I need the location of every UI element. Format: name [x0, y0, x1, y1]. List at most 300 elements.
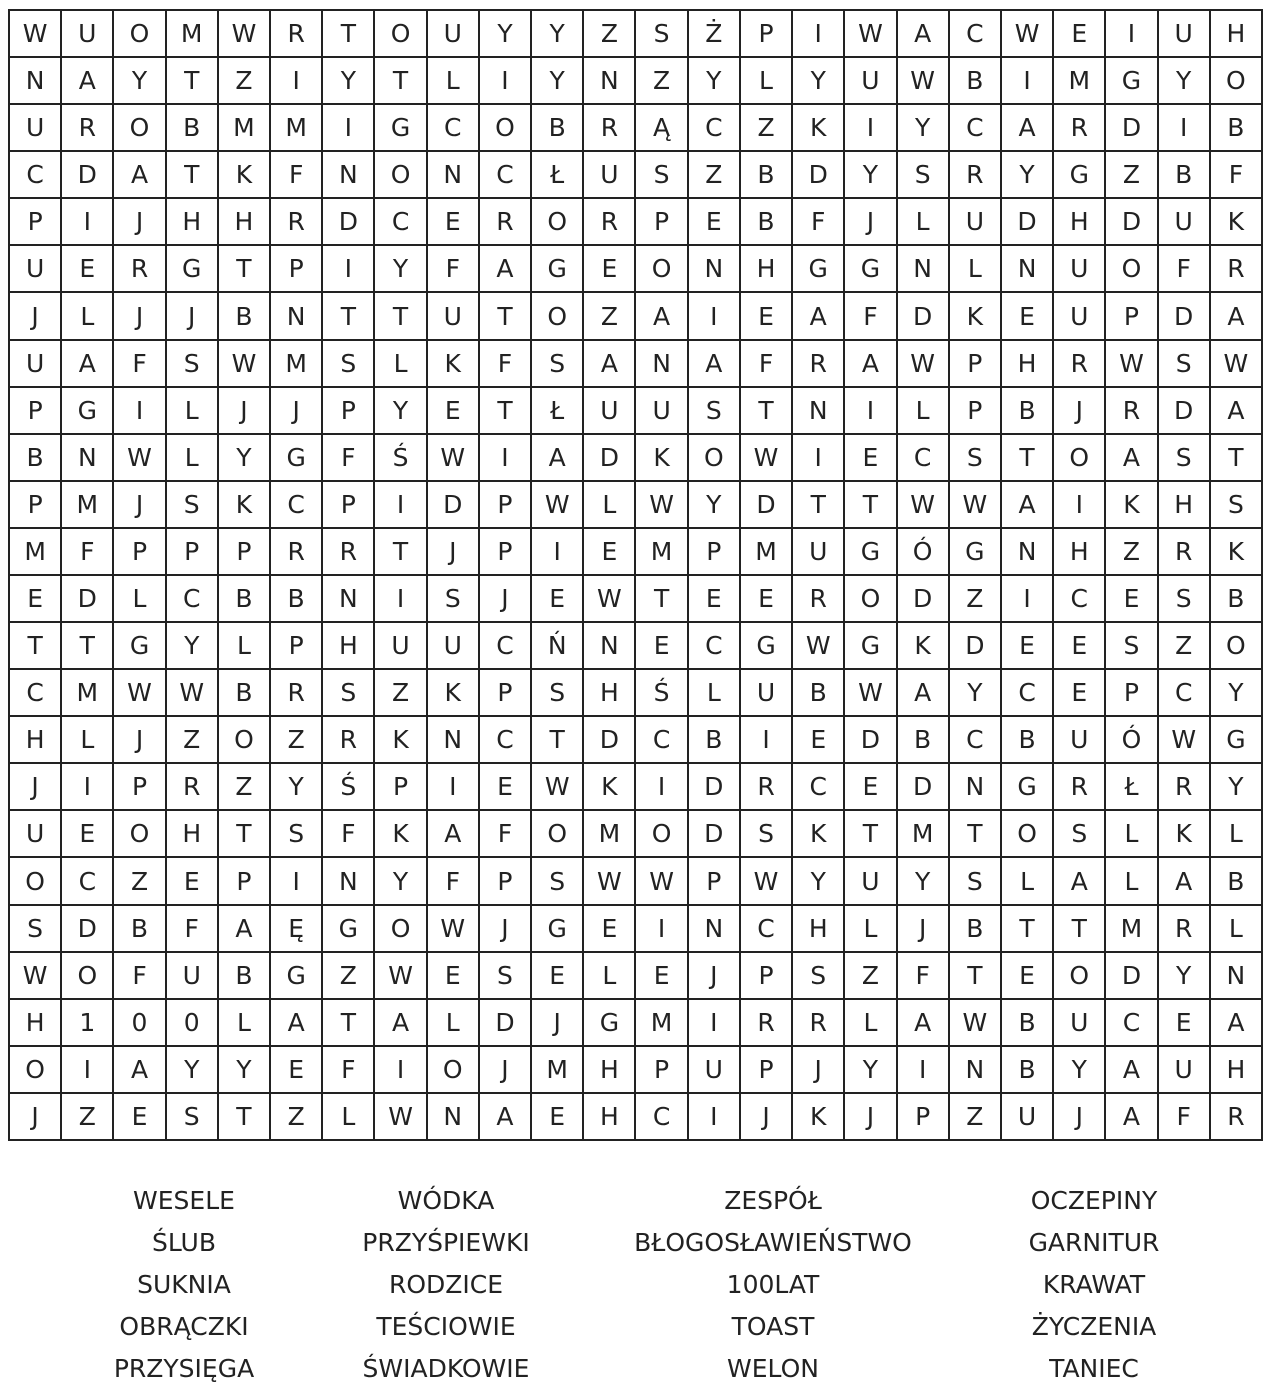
grid-cell[interactable]: K [1211, 199, 1263, 246]
grid-cell[interactable]: S [480, 953, 532, 1000]
grid-cell[interactable]: S [532, 670, 584, 717]
grid-cell[interactable]: S [1159, 576, 1211, 623]
grid-cell[interactable]: U [428, 623, 480, 670]
grid-cell[interactable]: J [480, 576, 532, 623]
grid-cell[interactable]: F [1159, 1094, 1211, 1141]
grid-cell[interactable]: C [1159, 670, 1211, 717]
grid-cell[interactable]: M [10, 529, 62, 576]
grid-cell[interactable]: E [532, 953, 584, 1000]
grid-cell[interactable]: O [1054, 435, 1106, 482]
grid-cell[interactable]: I [62, 764, 114, 811]
grid-cell[interactable]: I [845, 388, 897, 435]
grid-cell[interactable]: S [1211, 482, 1263, 529]
grid-cell[interactable]: H [219, 199, 271, 246]
grid-cell[interactable]: C [689, 623, 741, 670]
grid-cell[interactable]: B [167, 105, 219, 152]
grid-cell[interactable]: B [793, 670, 845, 717]
grid-cell[interactable]: K [793, 1094, 845, 1141]
grid-cell[interactable]: U [950, 199, 1002, 246]
grid-cell[interactable]: R [741, 1000, 793, 1047]
grid-cell[interactable]: I [62, 199, 114, 246]
grid-cell[interactable]: B [1211, 858, 1263, 905]
grid-cell[interactable]: W [898, 58, 950, 105]
grid-cell[interactable]: U [845, 58, 897, 105]
grid-cell[interactable]: H [1211, 1047, 1263, 1094]
grid-cell[interactable]: H [1054, 199, 1106, 246]
grid-cell[interactable]: S [1159, 341, 1211, 388]
grid-cell[interactable]: C [898, 435, 950, 482]
grid-cell[interactable]: U [375, 623, 427, 670]
grid-cell[interactable]: Y [167, 623, 219, 670]
grid-cell[interactable]: I [428, 764, 480, 811]
grid-cell[interactable]: P [689, 858, 741, 905]
grid-cell[interactable]: I [689, 293, 741, 340]
grid-cell[interactable]: P [375, 764, 427, 811]
grid-cell[interactable]: R [1159, 906, 1211, 953]
grid-cell[interactable]: R [950, 152, 1002, 199]
grid-cell[interactable]: P [114, 764, 166, 811]
grid-cell[interactable]: P [636, 199, 688, 246]
grid-cell[interactable]: Z [950, 576, 1002, 623]
grid-cell[interactable]: N [1002, 246, 1054, 293]
grid-cell[interactable]: J [845, 199, 897, 246]
grid-cell[interactable]: B [1211, 576, 1263, 623]
grid-cell[interactable]: S [532, 341, 584, 388]
grid-cell[interactable]: I [845, 105, 897, 152]
grid-cell[interactable]: Ł [532, 152, 584, 199]
grid-cell[interactable]: Y [898, 858, 950, 905]
grid-cell[interactable]: W [950, 482, 1002, 529]
grid-cell[interactable]: F [1211, 152, 1263, 199]
grid-cell[interactable]: K [1106, 482, 1158, 529]
grid-cell[interactable]: E [584, 529, 636, 576]
grid-cell[interactable]: G [271, 953, 323, 1000]
grid-cell[interactable]: F [793, 199, 845, 246]
grid-cell[interactable]: J [1054, 388, 1106, 435]
grid-cell[interactable]: A [1211, 388, 1263, 435]
grid-cell[interactable]: Y [271, 764, 323, 811]
grid-cell[interactable]: W [10, 953, 62, 1000]
grid-cell[interactable]: B [114, 906, 166, 953]
grid-cell[interactable]: I [375, 482, 427, 529]
grid-cell[interactable]: S [741, 811, 793, 858]
grid-cell[interactable]: F [114, 953, 166, 1000]
grid-cell[interactable]: D [584, 717, 636, 764]
grid-cell[interactable]: I [114, 388, 166, 435]
grid-cell[interactable]: Ę [271, 906, 323, 953]
grid-cell[interactable]: T [1002, 435, 1054, 482]
grid-cell[interactable]: S [1054, 811, 1106, 858]
grid-cell[interactable]: Ś [375, 435, 427, 482]
grid-cell[interactable]: K [219, 152, 271, 199]
grid-cell[interactable]: T [219, 811, 271, 858]
grid-cell[interactable]: R [741, 764, 793, 811]
grid-cell[interactable]: N [793, 388, 845, 435]
grid-cell[interactable]: K [428, 341, 480, 388]
grid-cell[interactable]: U [1054, 1000, 1106, 1047]
grid-cell[interactable]: T [950, 953, 1002, 1000]
grid-cell[interactable]: R [271, 11, 323, 58]
grid-cell[interactable]: P [898, 1094, 950, 1141]
grid-cell[interactable]: B [1002, 1000, 1054, 1047]
grid-cell[interactable]: N [62, 435, 114, 482]
grid-cell[interactable]: G [845, 529, 897, 576]
grid-cell[interactable]: P [741, 953, 793, 1000]
grid-cell[interactable]: E [10, 576, 62, 623]
grid-cell[interactable]: E [845, 435, 897, 482]
grid-cell[interactable]: 1 [62, 1000, 114, 1047]
grid-cell[interactable]: W [375, 953, 427, 1000]
grid-cell[interactable]: S [10, 906, 62, 953]
grid-cell[interactable]: L [62, 717, 114, 764]
grid-cell[interactable]: E [428, 388, 480, 435]
grid-cell[interactable]: B [532, 105, 584, 152]
grid-cell[interactable]: Ó [898, 529, 950, 576]
grid-cell[interactable]: L [689, 670, 741, 717]
grid-cell[interactable]: G [741, 623, 793, 670]
grid-cell[interactable]: N [584, 58, 636, 105]
grid-cell[interactable]: I [689, 1000, 741, 1047]
grid-cell[interactable]: Y [1054, 1047, 1106, 1094]
grid-cell[interactable]: T [62, 623, 114, 670]
grid-cell[interactable]: O [1054, 953, 1106, 1000]
grid-cell[interactable]: W [1211, 341, 1263, 388]
grid-cell[interactable]: W [845, 670, 897, 717]
grid-cell[interactable]: Z [950, 1094, 1002, 1141]
grid-cell[interactable]: T [323, 11, 375, 58]
grid-cell[interactable]: N [584, 623, 636, 670]
grid-cell[interactable]: O [480, 105, 532, 152]
grid-cell[interactable]: C [62, 858, 114, 905]
grid-cell[interactable]: I [480, 435, 532, 482]
grid-cell[interactable]: W [1159, 717, 1211, 764]
grid-cell[interactable]: D [62, 906, 114, 953]
grid-cell[interactable]: T [741, 388, 793, 435]
grid-cell[interactable]: T [1002, 906, 1054, 953]
grid-cell[interactable]: T [480, 293, 532, 340]
grid-cell[interactable]: I [636, 764, 688, 811]
grid-cell[interactable]: R [271, 199, 323, 246]
grid-cell[interactable]: O [114, 811, 166, 858]
grid-cell[interactable]: N [323, 152, 375, 199]
grid-cell[interactable]: W [114, 670, 166, 717]
grid-cell[interactable]: P [1106, 670, 1158, 717]
grid-cell[interactable]: K [636, 435, 688, 482]
grid-cell[interactable]: L [167, 435, 219, 482]
grid-cell[interactable]: E [845, 764, 897, 811]
grid-cell[interactable]: L [219, 623, 271, 670]
grid-cell[interactable]: N [689, 246, 741, 293]
grid-cell[interactable]: Ą [636, 105, 688, 152]
grid-cell[interactable]: Ł [1106, 764, 1158, 811]
grid-cell[interactable]: Z [114, 858, 166, 905]
grid-cell[interactable]: M [1106, 906, 1158, 953]
grid-cell[interactable]: S [271, 811, 323, 858]
grid-cell[interactable]: W [741, 435, 793, 482]
grid-cell[interactable]: D [689, 764, 741, 811]
grid-cell[interactable]: G [1106, 58, 1158, 105]
grid-cell[interactable]: J [428, 529, 480, 576]
grid-cell[interactable]: M [532, 1047, 584, 1094]
grid-cell[interactable]: W [532, 764, 584, 811]
grid-cell[interactable]: B [1002, 1047, 1054, 1094]
grid-cell[interactable]: C [950, 717, 1002, 764]
grid-cell[interactable]: R [114, 246, 166, 293]
grid-cell[interactable]: B [741, 152, 793, 199]
grid-cell[interactable]: T [845, 482, 897, 529]
grid-cell[interactable]: P [950, 341, 1002, 388]
grid-cell[interactable]: Y [219, 435, 271, 482]
grid-cell[interactable]: E [1002, 953, 1054, 1000]
grid-cell[interactable]: L [1106, 811, 1158, 858]
grid-cell[interactable]: G [1054, 152, 1106, 199]
grid-cell[interactable]: Z [62, 1094, 114, 1141]
grid-cell[interactable]: H [167, 811, 219, 858]
grid-cell[interactable]: U [636, 388, 688, 435]
grid-cell[interactable]: Z [323, 953, 375, 1000]
grid-cell[interactable]: K [793, 811, 845, 858]
grid-cell[interactable]: S [1106, 623, 1158, 670]
grid-cell[interactable]: R [1159, 529, 1211, 576]
grid-cell[interactable]: K [219, 482, 271, 529]
grid-cell[interactable]: A [271, 1000, 323, 1047]
grid-cell[interactable]: R [1211, 1094, 1263, 1141]
grid-cell[interactable]: L [114, 576, 166, 623]
grid-cell[interactable]: U [167, 953, 219, 1000]
grid-cell[interactable]: C [428, 105, 480, 152]
grid-cell[interactable]: E [428, 199, 480, 246]
grid-cell[interactable]: B [219, 293, 271, 340]
grid-cell[interactable]: E [62, 246, 114, 293]
grid-cell[interactable]: Y [793, 58, 845, 105]
grid-cell[interactable]: U [1159, 199, 1211, 246]
grid-cell[interactable]: U [10, 105, 62, 152]
grid-cell[interactable]: T [167, 58, 219, 105]
grid-cell[interactable]: Z [636, 58, 688, 105]
grid-cell[interactable]: F [167, 906, 219, 953]
grid-cell[interactable]: Y [323, 58, 375, 105]
grid-cell[interactable]: J [793, 1047, 845, 1094]
grid-cell[interactable]: Z [741, 105, 793, 152]
grid-cell[interactable]: M [1054, 58, 1106, 105]
grid-cell[interactable]: Y [793, 858, 845, 905]
grid-cell[interactable]: W [428, 906, 480, 953]
grid-cell[interactable]: P [219, 529, 271, 576]
grid-cell[interactable]: F [114, 341, 166, 388]
grid-cell[interactable]: S [950, 435, 1002, 482]
grid-cell[interactable]: Z [689, 152, 741, 199]
grid-cell[interactable]: W [898, 482, 950, 529]
grid-cell[interactable]: L [741, 58, 793, 105]
grid-cell[interactable]: N [636, 341, 688, 388]
grid-cell[interactable]: U [741, 670, 793, 717]
grid-cell[interactable]: Ó [1106, 717, 1158, 764]
grid-cell[interactable]: J [1054, 1094, 1106, 1141]
grid-cell[interactable]: D [689, 811, 741, 858]
grid-cell[interactable]: D [950, 623, 1002, 670]
grid-cell[interactable]: R [1106, 388, 1158, 435]
grid-cell[interactable]: R [323, 529, 375, 576]
grid-cell[interactable]: M [271, 105, 323, 152]
grid-cell[interactable]: P [1106, 293, 1158, 340]
grid-cell[interactable]: P [323, 388, 375, 435]
grid-cell[interactable]: H [584, 1047, 636, 1094]
grid-cell[interactable]: C [480, 717, 532, 764]
grid-cell[interactable]: U [1002, 1094, 1054, 1141]
grid-cell[interactable]: P [271, 246, 323, 293]
grid-cell[interactable]: S [793, 953, 845, 1000]
grid-cell[interactable]: F [898, 953, 950, 1000]
grid-cell[interactable]: A [898, 670, 950, 717]
grid-cell[interactable]: W [114, 435, 166, 482]
grid-cell[interactable]: D [62, 576, 114, 623]
grid-cell[interactable]: E [1002, 293, 1054, 340]
grid-cell[interactable]: E [636, 953, 688, 1000]
grid-cell[interactable]: H [1002, 341, 1054, 388]
grid-cell[interactable]: P [741, 11, 793, 58]
grid-cell[interactable]: C [950, 105, 1002, 152]
grid-cell[interactable]: U [584, 388, 636, 435]
grid-cell[interactable]: D [1159, 388, 1211, 435]
grid-cell[interactable]: A [1211, 293, 1263, 340]
grid-cell[interactable]: L [898, 199, 950, 246]
grid-cell[interactable]: D [428, 482, 480, 529]
grid-cell[interactable]: E [584, 246, 636, 293]
grid-cell[interactable]: N [950, 1047, 1002, 1094]
grid-cell[interactable]: A [532, 435, 584, 482]
grid-cell[interactable]: I [898, 1047, 950, 1094]
grid-cell[interactable]: J [271, 388, 323, 435]
grid-cell[interactable]: D [480, 1000, 532, 1047]
grid-cell[interactable]: U [10, 811, 62, 858]
grid-cell[interactable]: O [10, 858, 62, 905]
grid-cell[interactable]: T [636, 576, 688, 623]
grid-cell[interactable]: T [532, 717, 584, 764]
grid-cell[interactable]: W [845, 11, 897, 58]
grid-cell[interactable]: O [845, 576, 897, 623]
grid-cell[interactable]: Y [532, 58, 584, 105]
grid-cell[interactable]: O [62, 953, 114, 1000]
grid-cell[interactable]: H [323, 623, 375, 670]
grid-cell[interactable]: S [167, 341, 219, 388]
grid-cell[interactable]: C [793, 764, 845, 811]
grid-cell[interactable]: S [636, 152, 688, 199]
grid-cell[interactable]: H [793, 906, 845, 953]
grid-cell[interactable]: E [1054, 623, 1106, 670]
grid-cell[interactable]: W [898, 341, 950, 388]
grid-cell[interactable]: W [950, 1000, 1002, 1047]
grid-cell[interactable]: L [167, 388, 219, 435]
grid-cell[interactable]: C [375, 199, 427, 246]
grid-cell[interactable]: U [1159, 11, 1211, 58]
grid-cell[interactable]: H [1211, 11, 1263, 58]
grid-cell[interactable]: K [898, 623, 950, 670]
grid-cell[interactable]: K [375, 811, 427, 858]
grid-cell[interactable]: I [1054, 482, 1106, 529]
grid-cell[interactable]: J [845, 1094, 897, 1141]
grid-cell[interactable]: B [950, 906, 1002, 953]
grid-cell[interactable]: Y [532, 11, 584, 58]
grid-cell[interactable]: C [10, 670, 62, 717]
grid-cell[interactable]: J [898, 906, 950, 953]
grid-cell[interactable]: L [375, 341, 427, 388]
grid-cell[interactable]: J [114, 482, 166, 529]
grid-cell[interactable]: E [480, 764, 532, 811]
grid-cell[interactable]: W [219, 11, 271, 58]
grid-cell[interactable]: I [1002, 576, 1054, 623]
grid-cell[interactable]: A [636, 293, 688, 340]
grid-cell[interactable]: H [10, 717, 62, 764]
grid-cell[interactable]: B [219, 670, 271, 717]
grid-cell[interactable]: N [1211, 953, 1263, 1000]
grid-cell[interactable]: E [741, 576, 793, 623]
grid-cell[interactable]: P [219, 858, 271, 905]
grid-cell[interactable]: N [689, 906, 741, 953]
grid-cell[interactable]: Y [845, 152, 897, 199]
grid-cell[interactable]: T [375, 58, 427, 105]
grid-cell[interactable]: B [1002, 717, 1054, 764]
grid-cell[interactable]: A [1054, 858, 1106, 905]
grid-cell[interactable]: U [1159, 1047, 1211, 1094]
grid-cell[interactable]: J [114, 199, 166, 246]
grid-cell[interactable]: P [167, 529, 219, 576]
grid-cell[interactable]: J [114, 293, 166, 340]
grid-cell[interactable]: R [793, 576, 845, 623]
grid-cell[interactable]: M [741, 529, 793, 576]
grid-cell[interactable]: H [1159, 482, 1211, 529]
grid-cell[interactable]: A [1106, 1094, 1158, 1141]
grid-cell[interactable]: Y [219, 1047, 271, 1094]
grid-cell[interactable]: O [428, 1047, 480, 1094]
grid-cell[interactable]: K [375, 717, 427, 764]
grid-cell[interactable]: B [741, 199, 793, 246]
grid-cell[interactable]: P [10, 199, 62, 246]
grid-cell[interactable]: J [10, 293, 62, 340]
grid-cell[interactable]: G [271, 435, 323, 482]
grid-cell[interactable]: F [1159, 246, 1211, 293]
grid-cell[interactable]: T [375, 293, 427, 340]
grid-cell[interactable]: Z [1106, 529, 1158, 576]
grid-cell[interactable]: K [1159, 811, 1211, 858]
grid-cell[interactable]: R [323, 717, 375, 764]
grid-cell[interactable]: J [532, 1000, 584, 1047]
grid-cell[interactable]: W [636, 482, 688, 529]
grid-cell[interactable]: B [898, 717, 950, 764]
grid-cell[interactable]: C [480, 152, 532, 199]
grid-cell[interactable]: P [480, 529, 532, 576]
grid-cell[interactable]: T [480, 388, 532, 435]
grid-cell[interactable]: G [793, 246, 845, 293]
grid-cell[interactable]: E [1054, 11, 1106, 58]
grid-cell[interactable]: C [1002, 670, 1054, 717]
grid-cell[interactable]: W [1002, 11, 1054, 58]
grid-cell[interactable]: N [950, 764, 1002, 811]
grid-cell[interactable]: U [584, 152, 636, 199]
grid-cell[interactable]: N [1002, 529, 1054, 576]
grid-cell[interactable]: J [219, 388, 271, 435]
grid-cell[interactable]: U [689, 1047, 741, 1094]
grid-cell[interactable]: I [271, 858, 323, 905]
grid-cell[interactable]: 0 [167, 1000, 219, 1047]
grid-cell[interactable]: R [1054, 105, 1106, 152]
grid-cell[interactable]: M [271, 341, 323, 388]
grid-cell[interactable]: T [167, 152, 219, 199]
grid-cell[interactable]: F [323, 435, 375, 482]
grid-cell[interactable]: O [689, 435, 741, 482]
grid-cell[interactable]: Z [375, 670, 427, 717]
grid-cell[interactable]: Z [845, 953, 897, 1000]
grid-cell[interactable]: D [1106, 105, 1158, 152]
